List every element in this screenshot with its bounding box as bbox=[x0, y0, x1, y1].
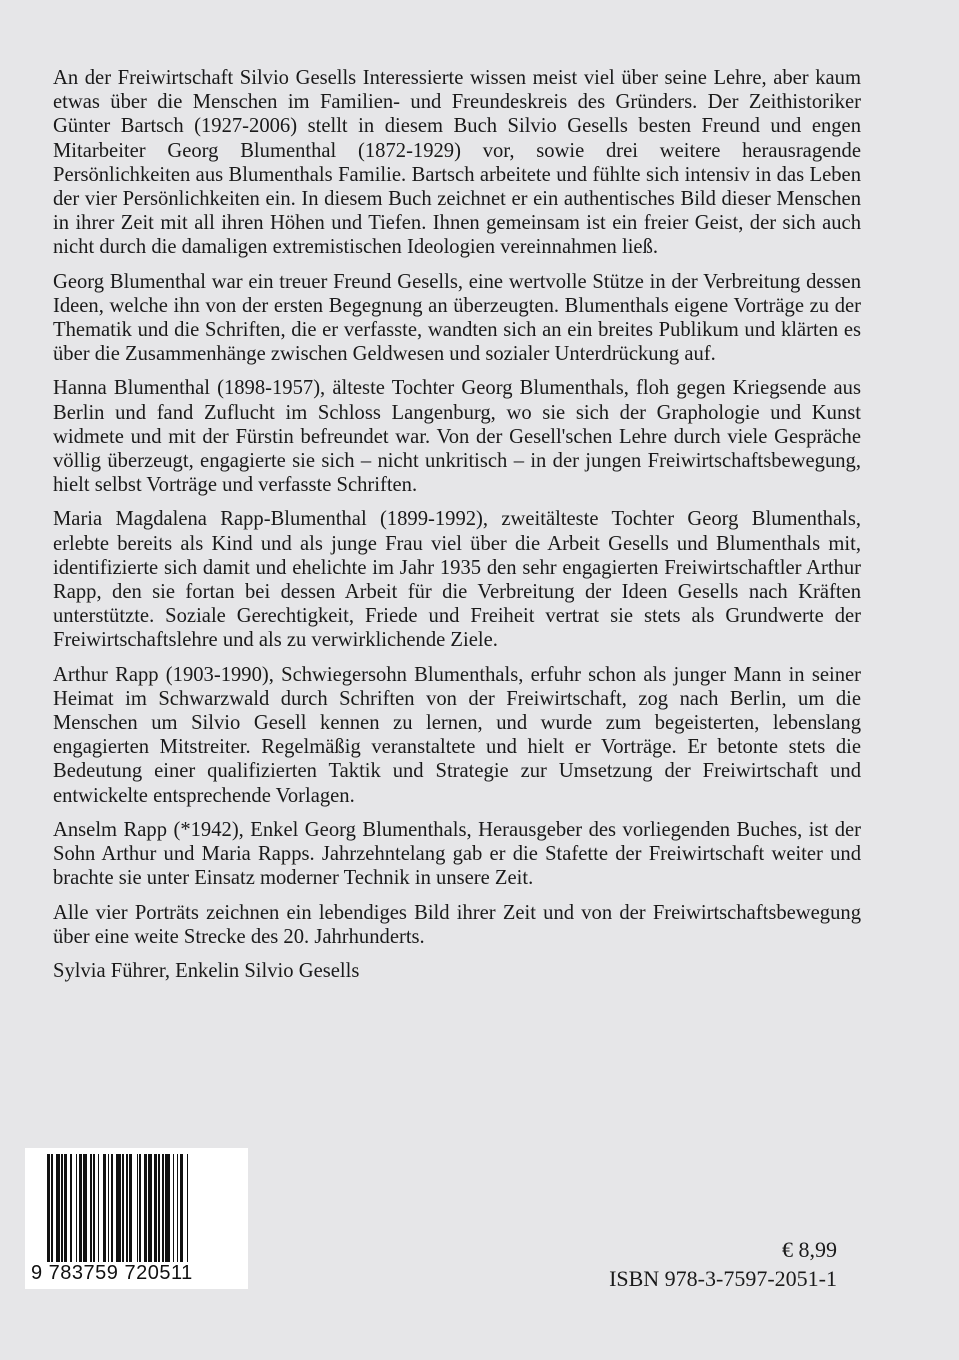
signature: Sylvia Führer, Enkelin Silvio Gesells bbox=[53, 959, 360, 982]
barcode-bars bbox=[47, 1154, 229, 1262]
barcode-bar bbox=[188, 1154, 189, 1262]
paragraph-hanna-blumenthal: Hanna Blumenthal (1898-1957), älteste Tochter Georg Blumenthals, floh gegen Kriegsende aus Berlin und fand Zuflucht im Schloss Langenburg, wo sie sich der Graphologie und Kunst widmete und mit der Fürstin befreundet war. Von der Gesell'schen Lehre durch viele Gespräche völlig überzeugt, engagierte sie sich – nicht unkritisch – in der jungen Freiwirtschaftsbewegung, hielt selbst Vorträge und verfasste Schriften. bbox=[53, 377, 861, 497]
price: € 8,99 bbox=[782, 1237, 837, 1262]
isbn: ISBN 978-3-7597-2051-1 bbox=[609, 1266, 837, 1291]
paragraph-arthur-rapp: Arthur Rapp (1903-1990), Schwiegersohn Blumenthals, erfuhr schon als junger Mann in seiner Heimat im Schwarzwald durch Schriften von der Freiwirtschaft, zog nach Berlin, um die Menschen um Silvio Gesell kennen zu lernen, und wurde zum begeisterten, lebenslang engagierten Mitstreiter. Regelmäßig veranstaltete und hielt er Vorträge. Er betonte stets die Bedeutung einer qualifizierten Taktik und Strategie zur Umsetzung der Freiwirtschaft und entwickelte entsprechende Vorlagen. bbox=[53, 663, 861, 807]
paragraph-intro: An der Freiwirtschaft Silvio Gesells Interessierte wissen meist viel über seine Lehre, aber kaum etwas über die Menschen im Familien- und Freundeskreis des Gründers. Der Zeithistoriker Günter Bartsch (1927-2006) stellt in diesem Buch Silvio Gesells besten Freund und engen Mitarbeiter Georg Blumenthal (1872-1929) vor, sowie drei weitere herausragende Persönlichkeiten aus Blumenthals Familie. Bartsch arbeitete und fühlte sich intensiv in das Leben der vier Persönlichkeiten ein. In diesem Buch zeichnet er ein authentisches Bild dieser Menschen in ihrer Zeit mit all ihren Höhen und Tiefen. Ihnen gemeinsam ist ein freier Geist, der sich auch nicht durch die damaligen extremistischen Ideologien vereinnahmen ließ. bbox=[53, 67, 861, 259]
paragraph-closing: Alle vier Porträts zeichnen ein lebendiges Bild ihrer Zeit und von der Freiwirtschaftsbewegung über eine weite Strecke des 20. Jahrhunderts. bbox=[53, 901, 861, 948]
barcode-digits: 9 783759 720511 bbox=[31, 1262, 193, 1284]
barcode bbox=[25, 1148, 248, 1289]
paragraph-georg-blumenthal: Georg Blumenthal war ein treuer Freund Gesells, eine wertvolle Stütze in der Verbreitung dessen Ideen, welche ihn von der ersten Begegnung an überzeugten. Blumenthals eigene Vorträge zu der Thematik und die Schriften, die er verfasste, wandten sich an ein breites Publikum und klärten es über die Zusammenhänge zwischen Geldwesen und sozialer Unterdrückung auf. bbox=[53, 270, 861, 366]
paragraph-anselm-rapp: Anselm Rapp (*1942), Enkel Georg Blumenthals, Herausgeber des vorliegenden Buches, ist der Sohn Arthur und Maria Rapps. Jahrzehntelang gab er die Stafette der Freiwirtschaft weiter und brachte sie unter Einsatz moderner Technik in unsere Zeit. bbox=[53, 818, 861, 890]
paragraph-maria-rapp-blumenthal: Maria Magdalena Rapp-Blumenthal (1899-1992), zweitälteste Tochter Georg Blumenthals, erlebte bereits als Kind und als junge Frau viel über die Arbeit Gesells und Blumenthals mit, identifizierte sich damit und ehelichte im Jahr 1935 den sehr engagierten Freiwirtschaftler Arthur Rapp, den sie fortan bei dessen Arbeit für die Verbreitung der Ideen Gesells nach Kräften unterstützte. Soziale Gerechtigkeit, Friede und Freiheit vertrat sie stets als Grundwerte der Freiwirtschaftslehre und als zu verwirklichende Ziele. bbox=[53, 508, 861, 652]
back-cover-text bbox=[53, 66, 861, 983]
